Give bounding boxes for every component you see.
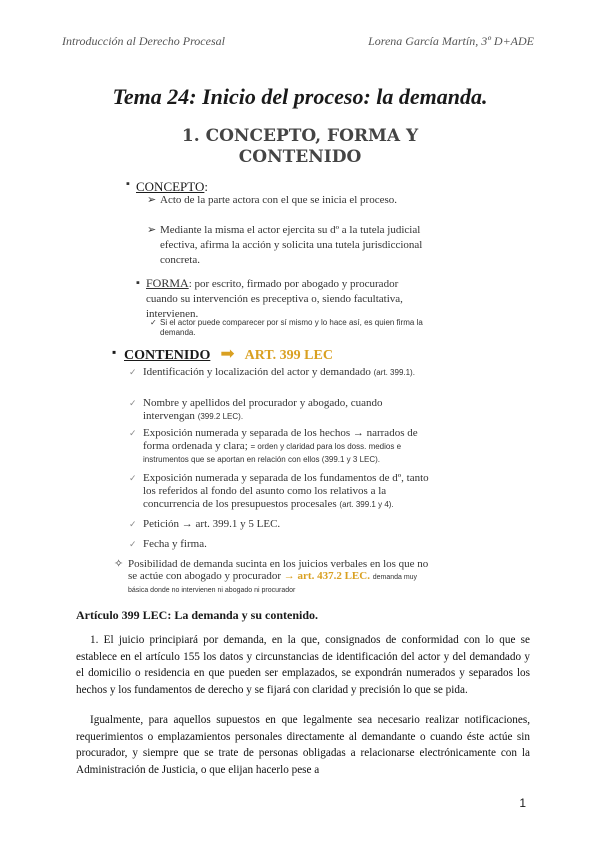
bullet-icon: ▪: [126, 178, 130, 190]
check-icon: ✓: [129, 367, 137, 377]
article-title: Artículo 399 LEC: La demanda y su contenido.: [76, 608, 319, 622]
arrow-bullet-icon: ➢: [147, 194, 157, 206]
page-number: 1: [519, 796, 526, 810]
contenido-item-6: ✓ Fecha y firma.: [129, 538, 207, 550]
contenido-item-4: ✓ Exposición numerada y separada de los fundamentos de dº, tanto los referidos al fondo del asunto como los relativos a la concurrencia de los presupuestos procesales (art. 399.1 y 4).: [129, 472, 429, 510]
page-title: Tema 24: Inicio del proceso: la demanda.: [112, 84, 488, 109]
forma-sub: ✓ Si el actor puede comparecer por sí mismo y lo hace así, es quien firma la demanda.: [150, 318, 423, 337]
arrow-right-icon: ➡: [220, 344, 235, 363]
contenido-extra: ✧ Posibilidad de demanda sucinta en los juicios verbales en los que no se actúe con abogado y procurador → art. 437.2 LEC. demanda muy básica donde no intervienen ni abogado ni procurador: [114, 558, 429, 594]
section-line-2: CONTENIDO: [238, 147, 362, 167]
concepto-heading: CONCEPTO: [136, 179, 205, 194]
bullet-icon: ▪: [112, 345, 117, 359]
concepto-item-1: ➢ Acto de la parte actora con el que se inicia el proceso.: [147, 194, 397, 206]
check-icon: ✓: [129, 428, 137, 438]
contenido-heading-row: [112, 344, 333, 364]
check-icon: ✓: [150, 318, 157, 327]
contenido-item-1: ✓ Identificación y localización del actor y demandado (art. 399.1).: [129, 366, 415, 378]
check-icon: ✓: [129, 473, 137, 483]
check-icon: ✓: [129, 519, 137, 529]
section-heading: [0, 126, 600, 168]
header-right: Lorena García Martín, 3º D+ADE: [368, 34, 534, 48]
contenido-item-3: ✓ Exposición numerada y separada de los hechos → narrados de forma ordenada y clara; = orden y claridad para los doss. medios e instrumentos que se aportan en relación con ellos (399.1 y 3 LEC).: [129, 427, 418, 464]
contenido-item-2: ✓ Nombre y apellidos del procurador y abogado, cuando intervengan (399.2 LEC).: [129, 397, 383, 422]
forma-block: ▪ FORMA: por escrito, firmado por abogado y procurador cuando su intervención es preceptiva o, siendo facultativa, intervienen.: [136, 276, 403, 320]
concepto-block: ▪ CONCEPTO:: [126, 178, 209, 194]
article-paragraph-2: Igualmente, para aquellos supuestos en que legalmente sea necesario realizar notificaciones, requerimientos o emplazamientos personales directamente al demandante o cuando éste actúe sin procurador, y siempre que se trate de personas obligadas a relacionarse electrónicamente con la Administración de Justicia, o que elijan hacerlo pese a: [76, 714, 530, 776]
arrow-bullet-icon: ➢: [147, 224, 157, 236]
diamond-bullet-icon: ✧: [114, 558, 124, 570]
contenido-art: ART. 399 LEC: [244, 348, 333, 363]
contenido-item-5: ✓ Petición → art. 399.1 y 5 LEC.: [129, 518, 281, 530]
bullet-icon: ▪: [136, 277, 140, 289]
header-left: Introducción al Derecho Procesal: [62, 34, 225, 48]
section-line-1: 1. CONCEPTO, FORMA Y: [181, 126, 419, 146]
check-icon: ✓: [129, 398, 137, 408]
article-paragraph-1: 1. El juicio principiará por demanda, en la que, consignados de conformidad con lo que se establece en el artículo 155 los datos y circunstancias de identificación del actor y del demandado y el domicilio o residencia en que pueden ser emplazados, se expondrán numerados y separados los hechos y los fundamentos de derecho y se fijará con claridad y precisión lo que se pida.: [76, 634, 530, 696]
check-icon: ✓: [129, 539, 137, 549]
forma-heading: FORMA: [146, 276, 189, 290]
concepto-item-2: ➢ Mediante la misma el actor ejercita su dº a la tutela judicial efectiva, afirma la acción y solicita una tutela jurisdiccional concreta.: [147, 224, 423, 266]
contenido-heading: CONTENIDO: [124, 348, 211, 363]
